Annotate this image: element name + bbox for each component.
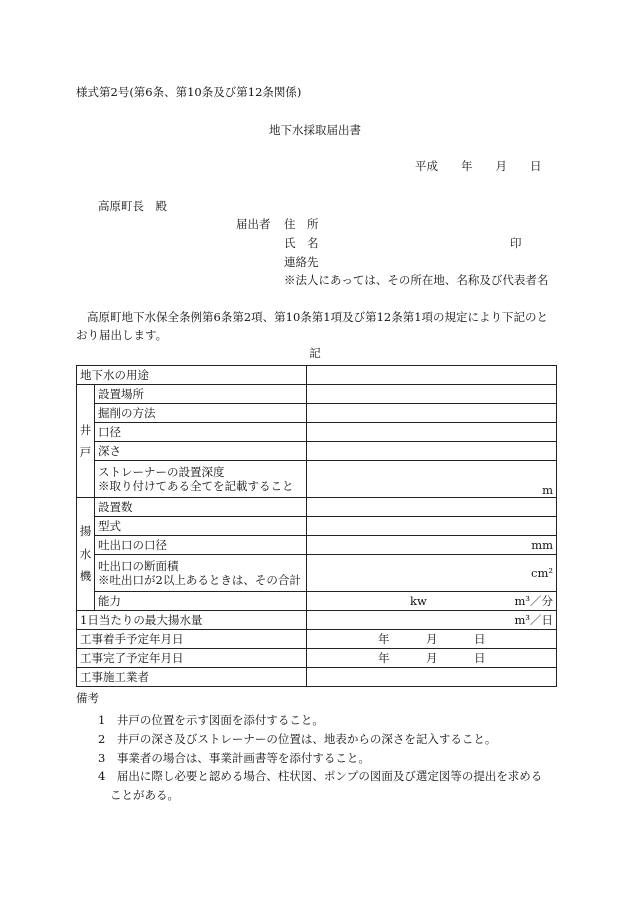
remark-item-4-continued: ことがある。 — [110, 788, 179, 802]
pump-count-label: 設置数 — [95, 498, 307, 517]
outlet-area-label: 吐出口の断面積 ※吐出口が2以上あるときは、その合計 — [95, 555, 307, 592]
unit-cm2: cm² — [531, 565, 553, 580]
pump-type-label: 型式 — [95, 517, 307, 536]
strainer-value[interactable] — [307, 461, 557, 498]
day-label: 日 — [474, 631, 486, 646]
remark-item-2: 2 井戸の深さ及びストレーナーの位置は、地表からの深さを記入すること。 — [98, 732, 497, 746]
year-label: 年 — [378, 650, 390, 665]
max-daily-label: 1日当たりの最大揚水量 — [77, 611, 307, 630]
well-diameter-value[interactable] — [307, 423, 557, 442]
well-location-label: 設置場所 — [95, 385, 307, 404]
table-row — [77, 517, 557, 536]
max-daily-value[interactable] — [307, 611, 557, 630]
table-row — [77, 366, 557, 385]
strainer-label: ストレーナーの設置深度 ※取り付けてある全てを記載すること — [95, 461, 307, 498]
remark-item-4: 4 届出に際し必要と認める場合、柱状図、ポンプの図面及び選定図等の提出を求める — [98, 769, 543, 783]
table-row — [77, 385, 557, 404]
contractor-label: 工事施工業者 — [77, 668, 307, 687]
outlet-diameter-label: 吐出口の口径 — [95, 536, 307, 555]
table-row — [77, 630, 557, 649]
year-label: 年 — [378, 631, 390, 646]
well-depth-label: 深さ — [95, 442, 307, 461]
month-label: 月 — [426, 631, 438, 646]
well-location-value[interactable] — [307, 385, 557, 404]
table-row — [77, 555, 557, 592]
table-row — [77, 592, 557, 611]
seal-mark: 印 — [510, 236, 522, 250]
addressee: 高原町長 殿 — [98, 199, 167, 213]
capacity-label: 能力 — [95, 592, 307, 611]
drilling-method-value[interactable] — [307, 404, 557, 423]
month-label: 月 — [426, 650, 438, 665]
start-date-value[interactable] — [307, 630, 557, 649]
corporation-note: ※法人にあっては、その所在地、名称及び代表者名 — [284, 273, 549, 287]
table-row — [77, 611, 557, 630]
remarks-heading: 備考 — [76, 691, 99, 705]
table-row — [77, 668, 557, 687]
table-row — [77, 461, 557, 498]
well-group-label: 井 戸 — [77, 385, 95, 498]
drilling-method-label: 掘削の方法 — [95, 404, 307, 423]
pump-count-value[interactable] — [307, 498, 557, 517]
pump-group-label: 揚 水 機 — [77, 498, 95, 611]
outlet-diameter-value[interactable] — [307, 536, 557, 555]
outlet-area-value[interactable] — [307, 555, 557, 592]
end-date-label: 工事完了予定年月日 — [77, 649, 307, 668]
usage-value[interactable] — [307, 366, 557, 385]
form-number: 様式第2号(第6条、第10条及び第12条関係) — [76, 85, 302, 99]
body-text-line-1: 高原町地下水保全条例第6条第2項、第10条第1項及び第12条第1項の規定により下記のと — [87, 310, 549, 324]
end-date-value[interactable] — [307, 649, 557, 668]
table-row — [77, 404, 557, 423]
body-text-line-2: おり届出します。 — [76, 328, 168, 342]
well-depth-value[interactable] — [307, 442, 557, 461]
table-row — [77, 498, 557, 517]
name-label: 氏 名 — [284, 236, 319, 250]
contractor-value[interactable] — [307, 668, 557, 687]
unit-m3-min: m³／分 — [514, 593, 553, 608]
applicant-label: 届出者 — [236, 217, 271, 231]
unit-m: m — [542, 482, 553, 497]
start-date-label: 工事着手予定年月日 — [77, 630, 307, 649]
address-label: 住 所 — [284, 217, 319, 231]
table-row — [77, 423, 557, 442]
usage-label: 地下水の用途 — [77, 366, 307, 385]
page-title: 地下水採取届出書 — [269, 123, 361, 137]
unit-kw: kw — [410, 593, 427, 608]
date-line: 平成 年 月 日 — [415, 159, 542, 173]
unit-mm: mm — [531, 537, 553, 552]
well-diameter-label: 口径 — [95, 423, 307, 442]
day-label: 日 — [474, 650, 486, 665]
table-row — [77, 536, 557, 555]
ki-heading: 記 — [309, 346, 321, 360]
contact-label: 連絡先 — [284, 255, 319, 269]
table-row — [77, 442, 557, 461]
pump-type-value[interactable] — [307, 517, 557, 536]
remark-item-3: 3 事業者の場合は、事業計画書等を添付すること。 — [98, 751, 370, 765]
remark-item-1: 1 井戸の位置を示す図面を添付すること。 — [98, 713, 324, 727]
capacity-value[interactable] — [307, 592, 557, 611]
unit-m3-day: m³／日 — [514, 612, 553, 627]
form-table — [76, 365, 557, 687]
table-row — [77, 649, 557, 668]
